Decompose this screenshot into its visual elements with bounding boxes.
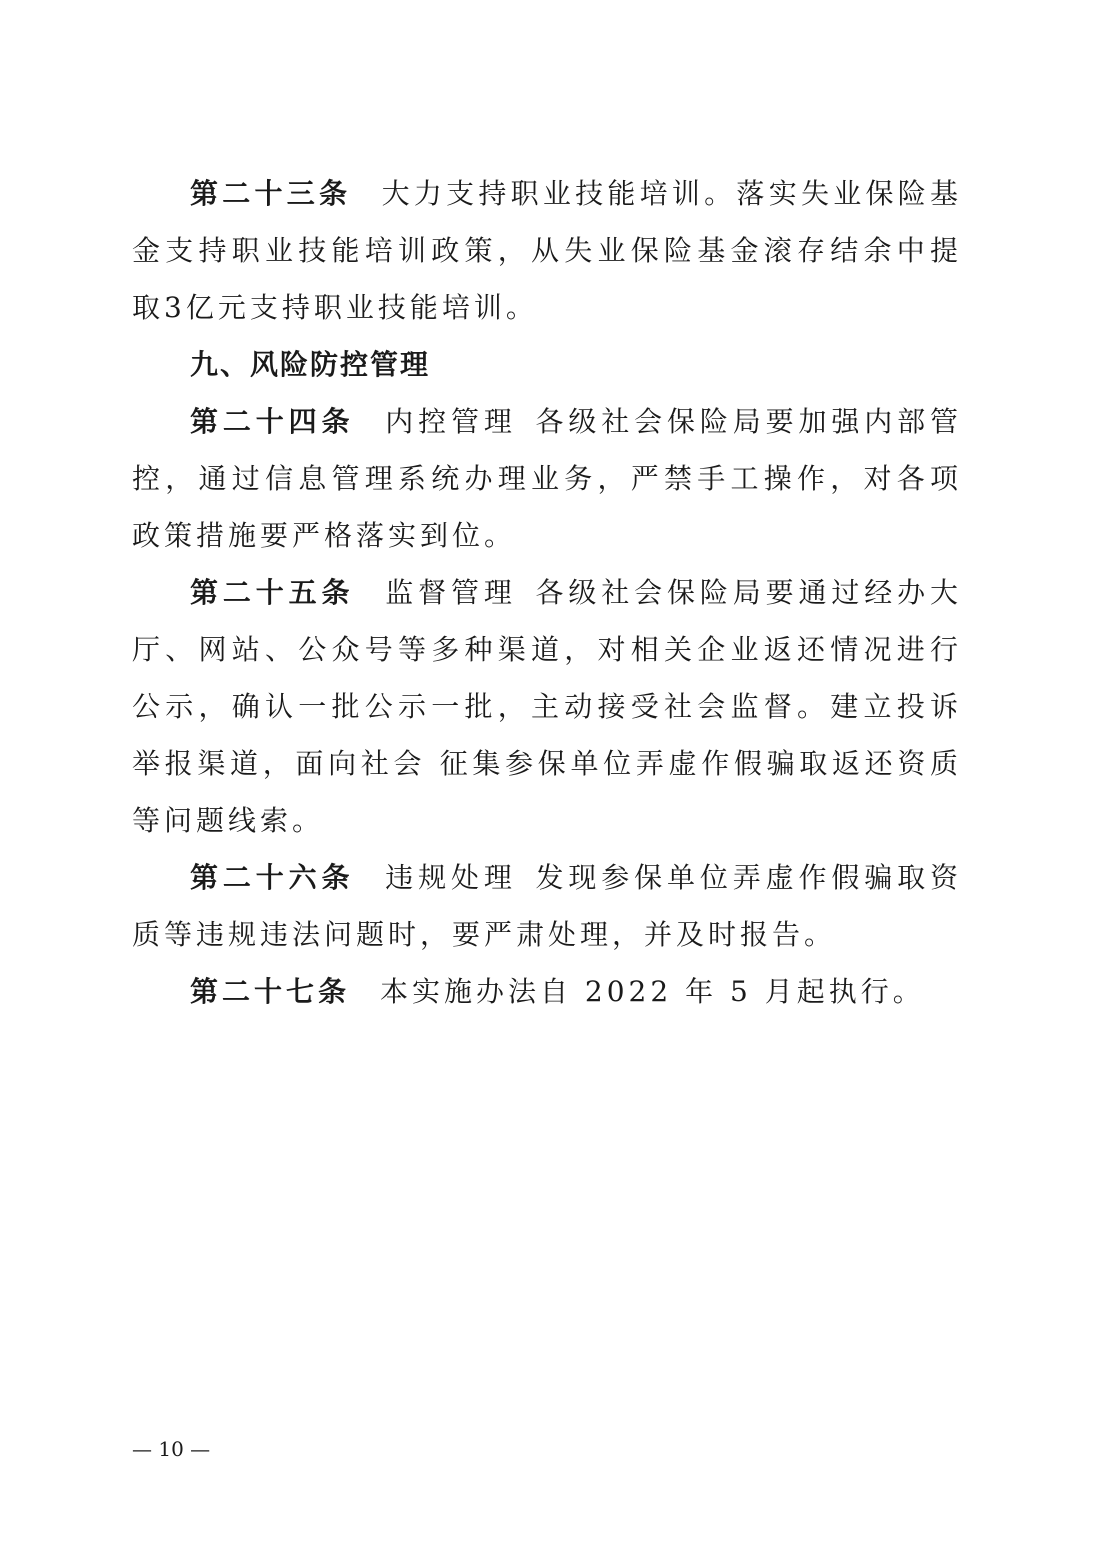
section-heading: 九、风险防控管理 [190,348,431,381]
article-label: 第二十三条 [190,177,352,210]
article-label: 第二十四条 [190,405,355,438]
article-24 [132,393,962,564]
document-body [132,165,962,1020]
article-subject: 违规处理 [384,861,517,894]
article-text: 发现参保单位弄虚作假骗取资质等违规违法问题时，要严肃处理，并及时报告。 [132,861,962,951]
article-27 [132,963,962,1020]
article-subject: 监督管理 [384,576,517,609]
page-number: — 10 — [132,1437,211,1461]
article-text: 大力支持职业技能培训。落实失业保险基金支持职业技能培训政策，从失业保险基金滚存结余中提取3亿元支持职业技能培训。 [132,177,962,324]
article-text: 本实施办法自 2022 年 5 月起执行。 [380,975,925,1008]
article-label: 第二十五条 [190,576,355,609]
article-subject: 内控管理 [384,405,517,438]
article-text: 各级社会保险局要通过经办大厅、网站、公众号等多种渠道，对相关企业返还情况进行公示，确认一批公示一批，主动接受社会监督。建立投诉举报渠道，面向社会 征集参保单位弄虚作假骗取返还资质等问题线索。 [132,576,962,837]
article-23 [132,165,962,336]
article-label: 第二十七条 [190,975,351,1008]
article-26 [132,849,962,963]
article-text: 各级社会保险局要加强内部管控，通过信息管理系统办理业务，严禁手工操作，对各项政策措施要严格落实到位。 [132,405,962,552]
article-25 [132,564,962,849]
article-label: 第二十六条 [190,861,355,894]
